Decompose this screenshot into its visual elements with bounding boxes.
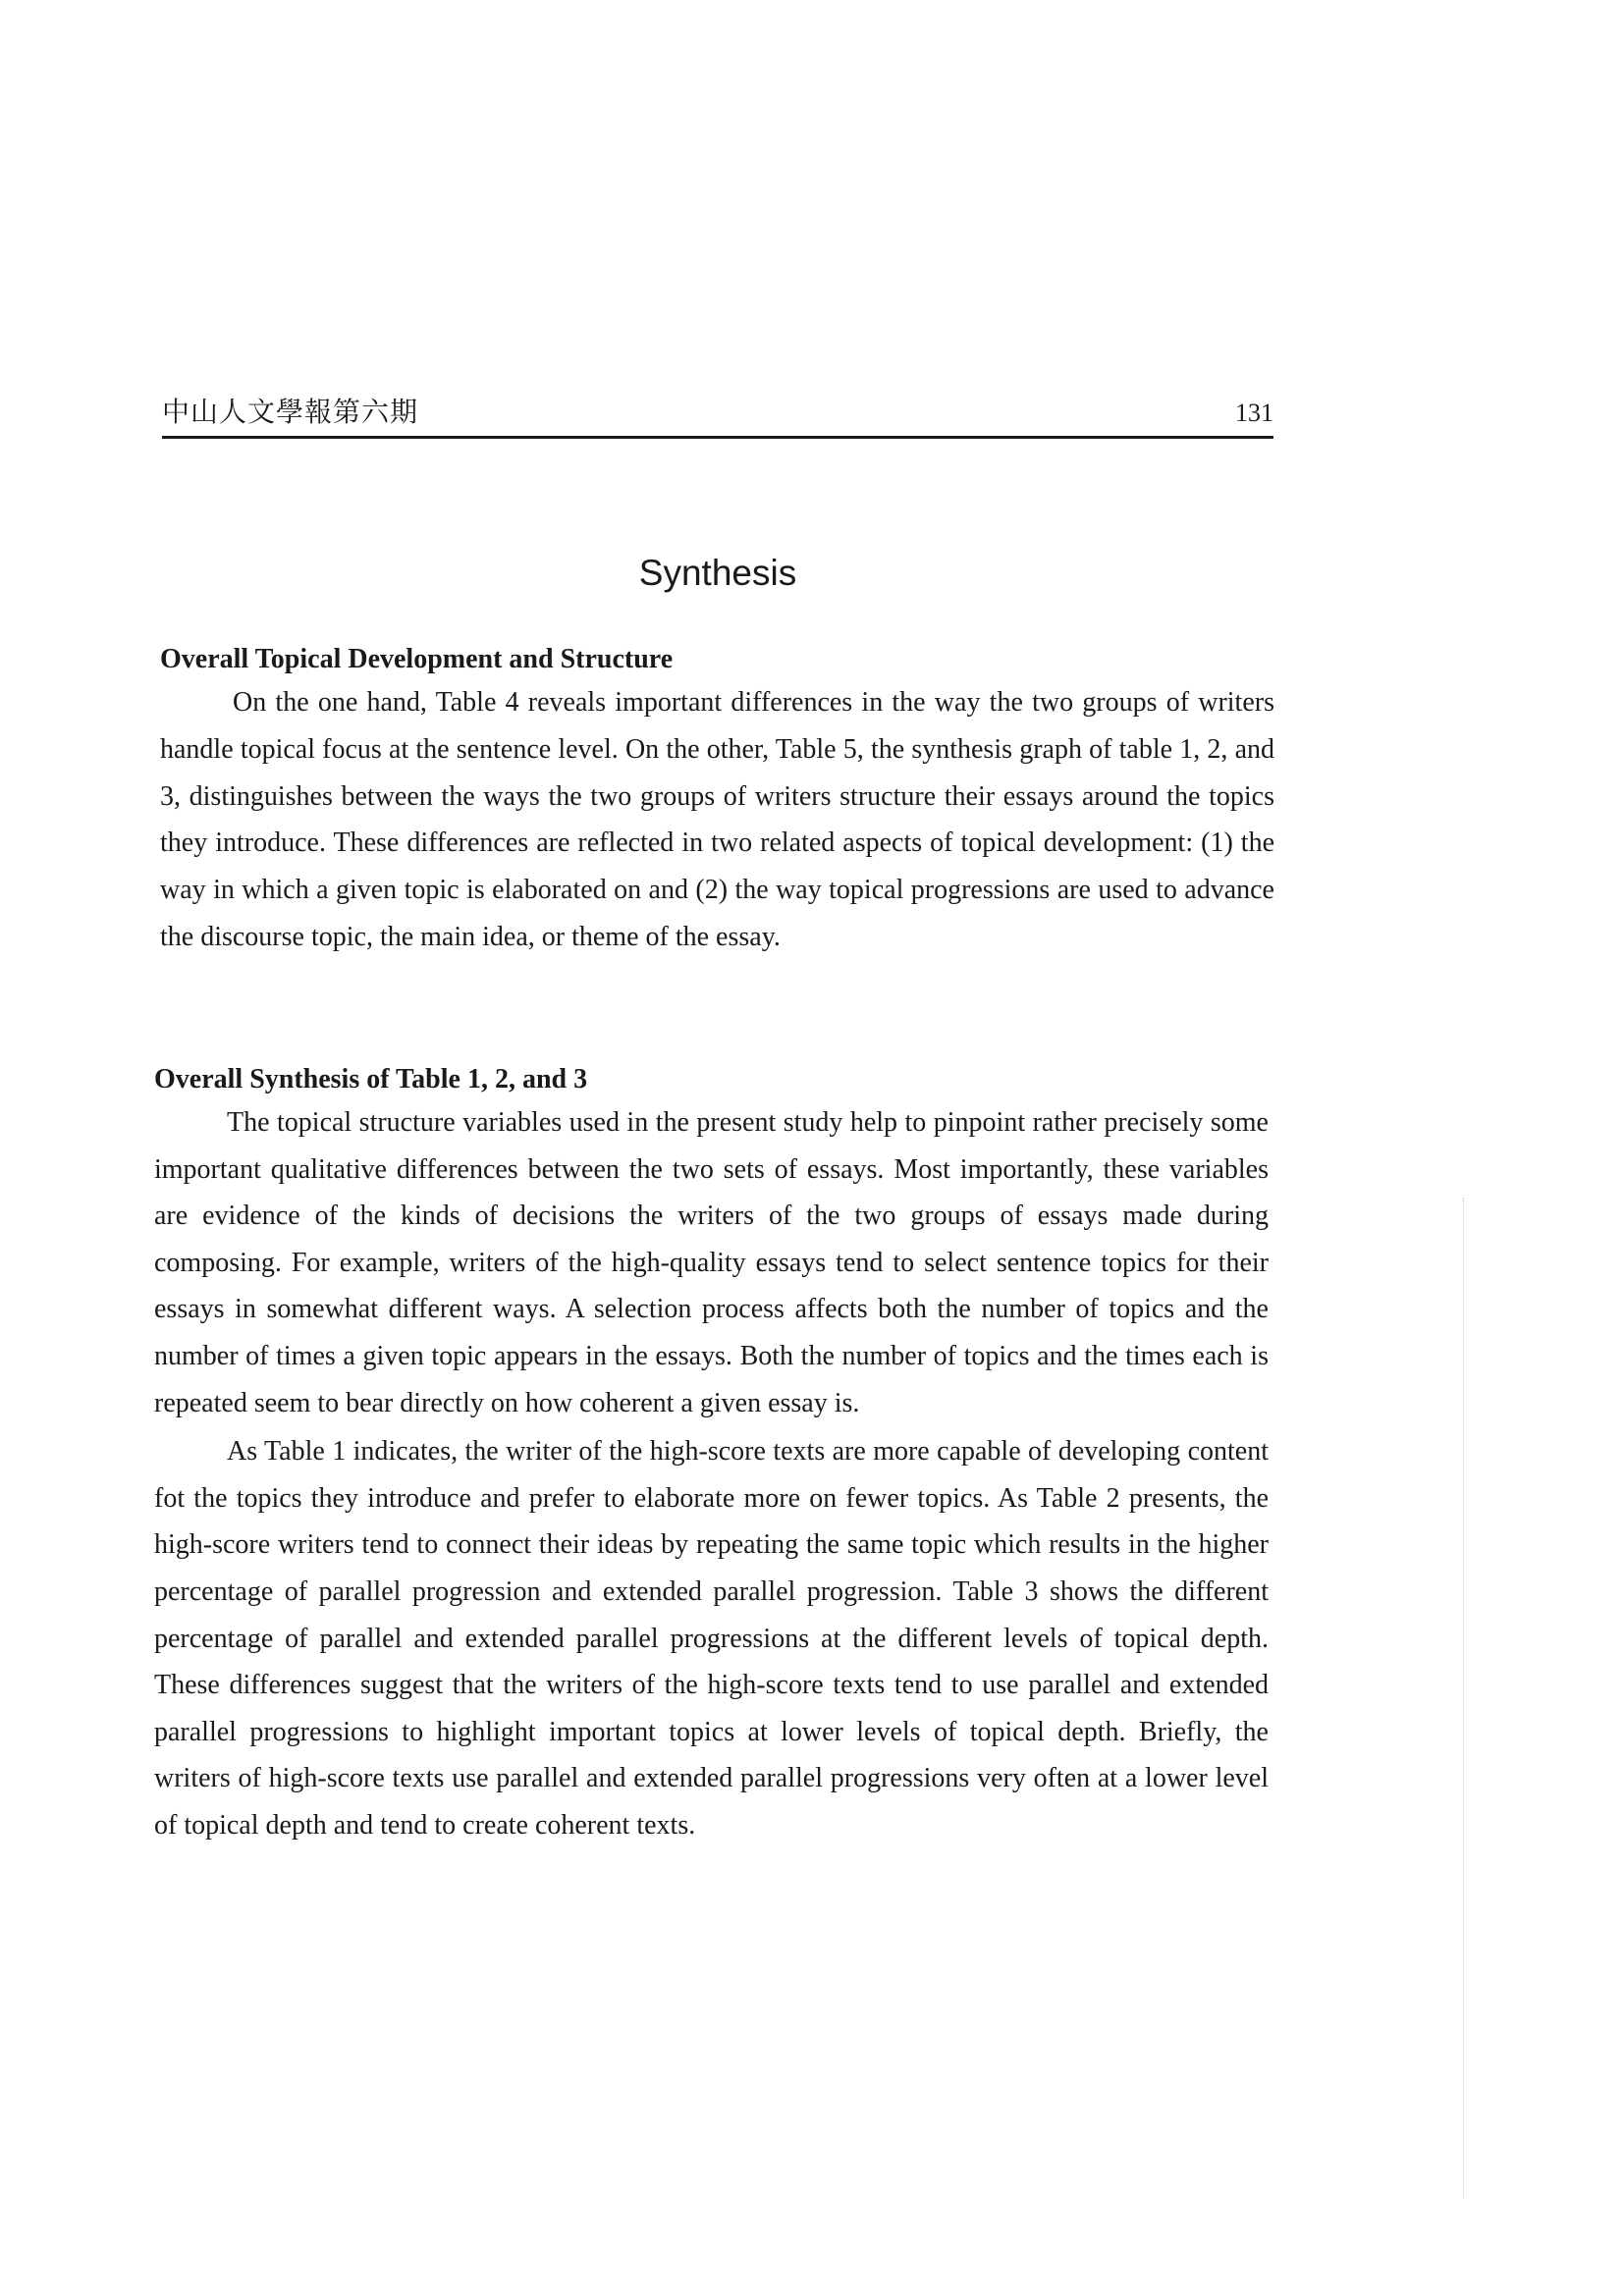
running-header [162, 389, 1273, 434]
header-rule [162, 436, 1273, 439]
paragraph: The topical structure variables used in the present study help to pinpoint rather precisely some important qualitative differences between the two sets of essays. Most importantly, these variables are evidence of the kinds of decisions the writers of the two groups of essays made during composing. For example, writers of the high-quality essays tend to select sentence topics for their essays in somewhat different ways. A selection process affects both the number of topics and the number of times a given topic appears in the essays. Both the number of topics and the times each is repeated seem to bear directly on how coherent a given essay is. [154, 1107, 1269, 1418]
section-title: Synthesis [638, 553, 797, 593]
section-overall-synthesis [154, 1060, 1269, 1849]
journal-title: 中山人文學報第六期 [162, 396, 419, 428]
paragraph: On the one hand, Table 4 reveals important differences in the way the two groups of writers handle topical focus at the sentence level. On the other, Table 5, the synthesis graph of table 1, 2, and 3, distinguishes between the ways the two groups of writers structure their essays around the topics they introduce. These differences are reflected in two related aspects of topical development: (1) the way in which a given topic is elaborated on and (2) the way topical progressions are used to advance the discourse topic, the main idea, or theme of the essay. [160, 687, 1274, 952]
section-heading: Overall Synthesis of Table 1, 2, and 3 [154, 1064, 588, 1095]
section-topical-development [160, 640, 1274, 961]
page-edge-mark [1463, 1198, 1466, 2199]
page-number: 131 [1235, 399, 1273, 427]
paragraph: As Table 1 indicates, the writer of the high-score texts are more capable of developing content fot the topics they introduce and prefer to elaborate more on fewer topics. As Table 2 presents, the high-score writers tend to connect their ideas by repeating the same topic which results in the higher percentage of parallel progression and extended parallel progression. Table 3 shows the different percentage of parallel and extended parallel progressions at the different levels of topical depth. These differences suggest that the writers of the high-score texts tend to use parallel and extended parallel progressions to highlight important topics at lower levels of topical depth. Briefly, the writers of high-score texts use parallel and extended parallel progressions very often at a lower level of topical depth and tend to create coherent texts. [154, 1436, 1269, 1841]
section-heading: Overall Topical Development and Structure [160, 644, 674, 674]
